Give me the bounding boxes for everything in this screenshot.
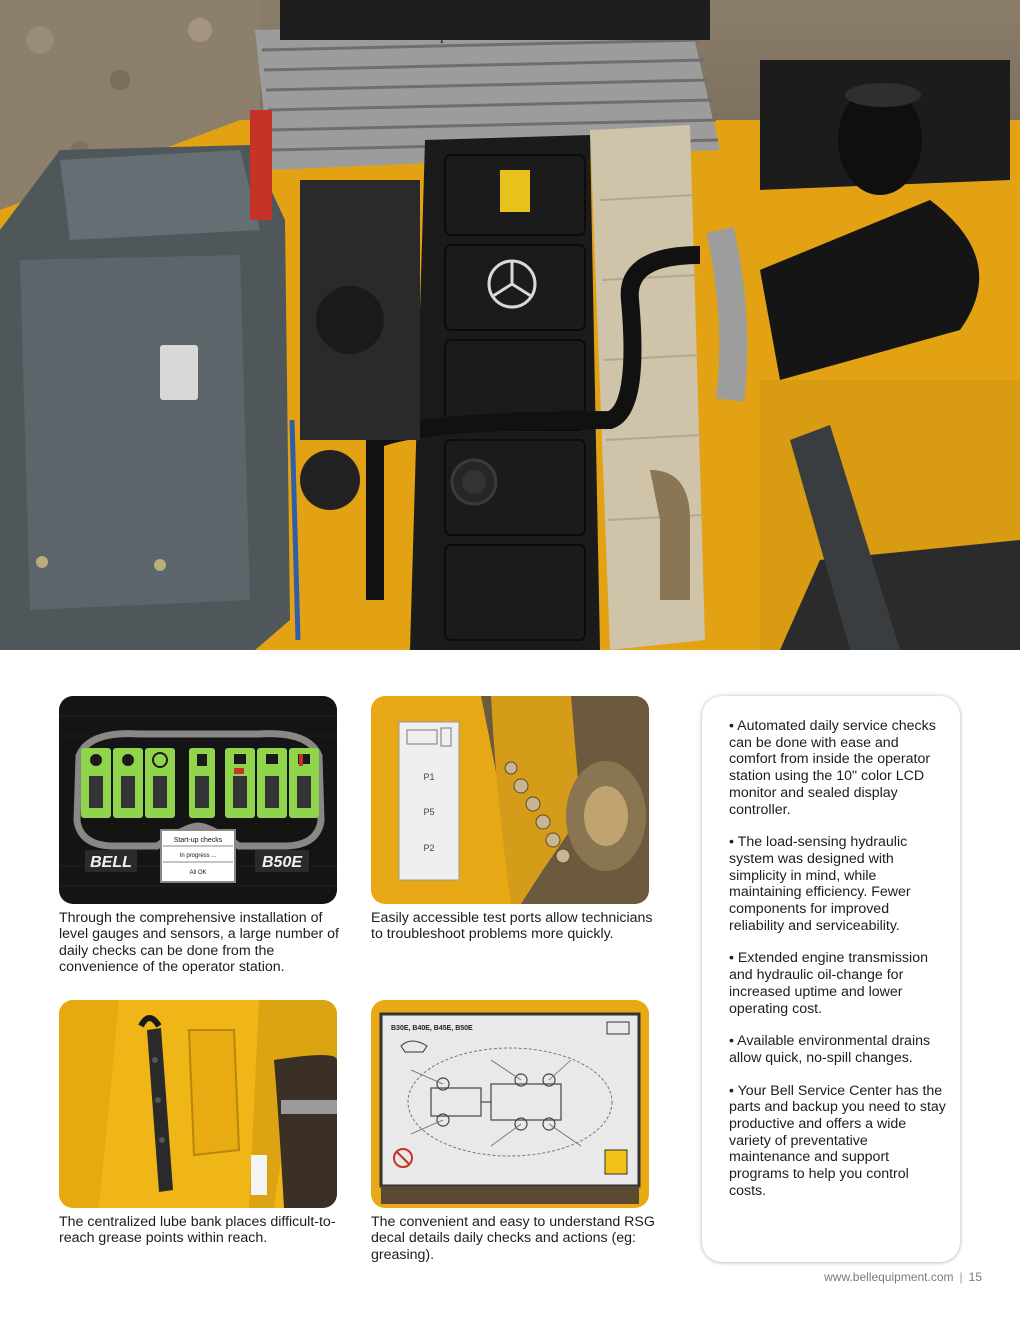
monitor-screen-photo	[59, 696, 337, 904]
decal-model-list: B30E, B40E, B45E, B50E	[391, 1025, 473, 1032]
bullet-service-center: • Your Bell Service Center has the parts and backup you need to stay productive and offers a wide variety of preventative maintenance and support programs to help you control costs.	[729, 1082, 946, 1199]
bullet-automated-checks: • Automated daily service checks can be done with ease and comfort from inside the operator station using the 10" color LCD monitor and sealed display controller.	[729, 718, 936, 818]
caption-test-ports: Easily accessible test ports allow technicians to troubleshoot problems more quickly.	[371, 910, 653, 943]
test-port-label-p2: P2	[423, 843, 435, 853]
bullet-extended-oil-change: • Extended engine transmission and hydraulic oil-change for increased uptime and lower operating cost.	[729, 950, 928, 1017]
startup-checks-result: All OK	[189, 870, 207, 876]
startup-checks-progress: In progress ...	[179, 853, 217, 859]
startup-checks-title: Start-up checks	[173, 837, 223, 844]
test-port-label-p1: P1	[423, 772, 435, 782]
bullet-environmental-drains: • Available environmental drains allow quick, no-spill changes.	[729, 1033, 931, 1066]
bell-logo-text: BELL	[90, 854, 132, 871]
bullet-load-sensing-hydraulics: • The load-sensing hydraulic system was designed with simplicity in mind, while maintaining efficiency. Fewer components for improved reliability and serviceability.	[729, 834, 911, 934]
page-footer	[824, 1270, 982, 1284]
rsg-decal-illustration	[371, 1000, 649, 1208]
rsg-decal-photo	[371, 1000, 649, 1208]
test-ports-photo	[371, 696, 649, 904]
page-number: 15	[968, 1270, 982, 1284]
test-ports-illustration	[371, 696, 649, 904]
lube-bank-illustration	[59, 1000, 337, 1208]
caption-lube-bank: The centralized lube bank places difficult-to-reach grease points within reach.	[59, 1214, 336, 1247]
watermark-url[interactable]: https://truckmanualshub.com/	[425, 29, 595, 44]
model-badge-text: B50E	[261, 854, 303, 871]
footer-separator: |	[959, 1270, 963, 1284]
lcd-monitor-illustration	[59, 696, 337, 904]
footer-url[interactable]: www.bellequipment.com	[824, 1270, 954, 1284]
engine-bay-illustration	[0, 0, 1020, 650]
engine-bay-photo	[0, 0, 1020, 650]
caption-monitor: Through the comprehensive installation of level gauges and sensors, a large number of daily checks can be done from the convenience of the operator station.	[59, 910, 339, 975]
test-port-label-p5: P5	[423, 807, 435, 817]
features-panel	[702, 696, 960, 1262]
lube-bank-photo	[59, 1000, 337, 1208]
caption-rsg-decal: The convenient and easy to understand RSG decal details daily checks and actions (eg: greasing).	[371, 1214, 655, 1263]
